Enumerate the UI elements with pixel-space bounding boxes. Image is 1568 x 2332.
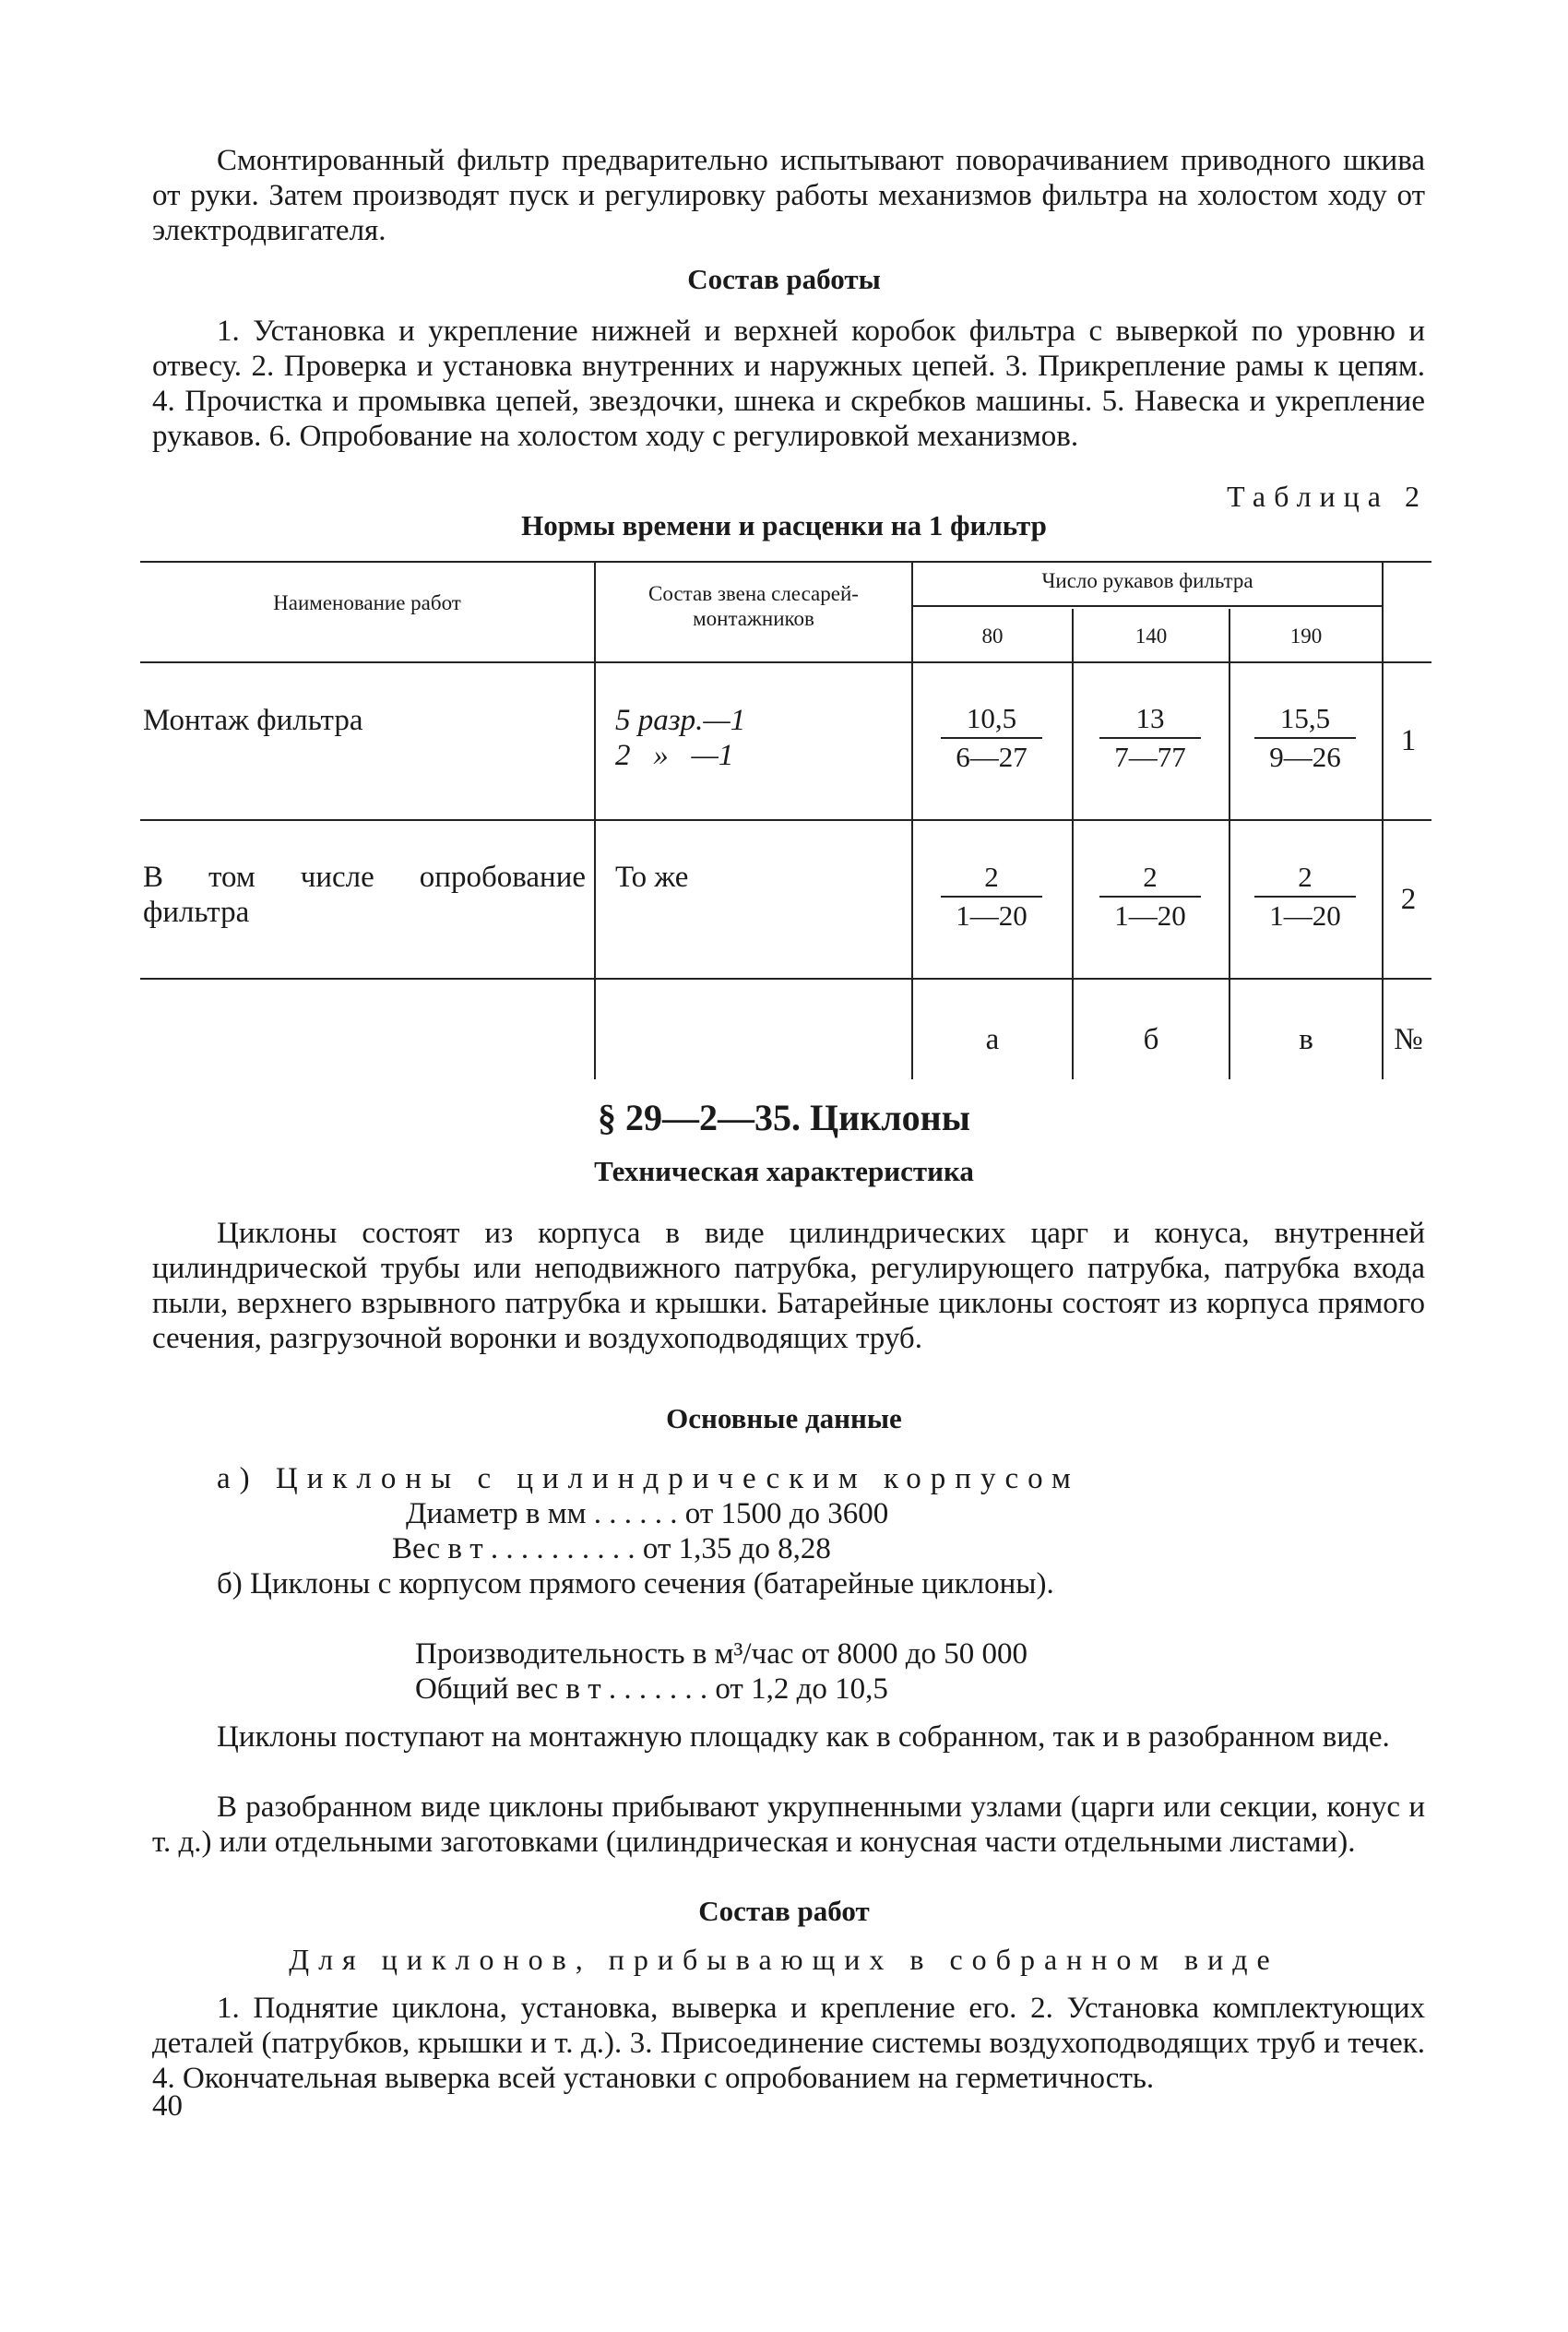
row2-norm-80: 2 (941, 862, 1042, 898)
delivery-text-2: В разобранном виде циклоны прибывают укрупненными узлами (царги или секции, конус и т. д.) или отдельными заготовками (цилиндрическая и конусная части отдельными листами). (152, 1791, 1425, 1859)
row2-value-80 (941, 862, 1042, 932)
assembled-text: 1. Поднятие циклона, установка, выверка и крепление его. 2. Установка комплектующих деталей (патрубков, крышки и т. д.). 3. Присоединение системы воздухоподводящих труб и течек. 4. Окончательная выверка всей установки с опробованием на герметичность. (152, 1992, 1425, 2095)
row1-rate-190: 9—26 (1269, 741, 1341, 773)
battery-cyclones-label: б) Циклоны с корпусом прямого сечения (батарейные циклоны). (217, 1567, 1054, 1600)
row2-value-190 (1254, 862, 1356, 932)
row2-norm-190: 2 (1254, 862, 1356, 898)
table-col-rule (1382, 561, 1384, 1079)
section-title: § 29—2—35. Циклоны (598, 1097, 970, 1138)
footer-letter-v: в (1299, 1023, 1313, 1056)
work-composition-text: 1. Установка и укрепление нижней и верхней коробок фильтра с выверкой по уровню и отвесу. 2. Проверка и установка внутренних и наружных цепей. 3. Прикрепление рамы к цепям. 4. Прочистка и промывка цепей, звездочки, шнека и скребков машины. 5. Навеска и укрепление рукавов. 6. Опробование на холостом ходу с регулировкой механизмов. (152, 315, 1425, 453)
weight-row: Вес в т . . . . . . . . . . от 1,35 до 8,28 (392, 1532, 831, 1565)
sleeve-count-190: 190 (1289, 625, 1323, 648)
row2-index: 2 (1400, 883, 1417, 916)
row1-crew-line1: 5 разр.—1 (615, 704, 746, 737)
row1-index: 1 (1400, 724, 1417, 757)
total-weight-row: Общий вес в т . . . . . . . от 1,2 до 10,5 (415, 1672, 888, 1706)
table-title: Нормы времени и расценки на 1 фильтр (521, 509, 1047, 541)
row2-rate-140: 1—20 (1114, 899, 1186, 932)
row1-rate-80: 6—27 (956, 741, 1028, 773)
table-col-rule (1072, 609, 1074, 1079)
table-caption: Таблица 2 (1227, 480, 1428, 513)
table-row-rule (140, 978, 1431, 980)
row2-rate-80: 1—20 (956, 899, 1028, 932)
works-title: Состав работ (698, 1895, 870, 1927)
work-composition-title: Состав работы (687, 263, 881, 295)
row2-value-140 (1099, 862, 1201, 932)
row1-norm-140: 13 (1099, 703, 1201, 739)
row2-norm-140: 2 (1099, 862, 1201, 898)
delivery-text-1: Циклоны поступают на монтажную площадку как в собранном, так и в разобранном виде. (217, 1720, 1390, 1754)
diameter-row: Диаметр в мм . . . . . . от 1500 до 3600 (406, 1497, 889, 1530)
row1-work: Монтаж фильтра (143, 704, 363, 737)
table-col-rule (594, 561, 596, 1079)
capacity-row: Производительность в м³/час от 8000 до 50 000 (415, 1637, 1028, 1671)
row1-rate-140: 7—77 (1114, 741, 1186, 773)
row1-crew-line2: 2 » —1 (615, 739, 734, 772)
footer-letter-b: б (1143, 1023, 1159, 1056)
table-row-rule (140, 819, 1431, 821)
row2-rate-190: 1—20 (1269, 899, 1341, 932)
row1-value-80 (941, 703, 1042, 773)
row2-crew: То же (615, 861, 689, 894)
table-header-rule (140, 661, 1431, 663)
norms-table (140, 553, 1431, 1079)
table-subheader-rule (913, 605, 1382, 607)
main-data-title: Основные данные (666, 1402, 902, 1434)
tech-title: Техническая характеристика (594, 1155, 974, 1187)
tech-text: Циклоны состоят из корпуса в виде цилиндрических царг и конуса, внутренней цилиндрической трубы или неподвижного патрубка, регулирующего патрубка, патрубка входа пыли, верхнего взрывного патрубка и крышки. Батарейные циклоны состоят из корпуса прямого сечения, разгрузочной воронки и воздухоподводящих труб. (152, 1217, 1425, 1355)
cylindrical-cyclones-label: а) Циклоны с цилиндрическим корпусом (217, 1462, 1080, 1495)
assembled-subtitle: Для циклонов, прибывающих в собранном виде (289, 1943, 1279, 1976)
sleeve-count-80: 80 (981, 625, 1004, 648)
intro-paragraph: Смонтированный фильтр предварительно испытывают поворачиванием приводного шкива от руки. Затем производят пуск и регулировку работы механизмов фильтра на холостом ходу от электродвигателя. (152, 144, 1425, 247)
table-col-rule (1229, 609, 1230, 1079)
header-crew: Состав звена слесарей-монтажников (648, 582, 859, 630)
sleeve-count-140: 140 (1134, 625, 1168, 648)
header-sleeves: Число рукавов фильтра (1041, 569, 1253, 592)
header-work: Наименование работ (273, 591, 461, 614)
footer-number-sign: № (1394, 1023, 1423, 1056)
footer-letter-a: а (985, 1023, 1000, 1056)
row2-work: В том числе опробование фильтра (143, 861, 586, 929)
page-number: 40 (152, 2089, 183, 2123)
row1-value-140 (1099, 703, 1201, 773)
row1-value-190 (1254, 703, 1356, 773)
row1-norm-190: 15,5 (1254, 703, 1356, 739)
table-top-rule (140, 561, 1431, 563)
row1-norm-80: 10,5 (941, 703, 1042, 739)
